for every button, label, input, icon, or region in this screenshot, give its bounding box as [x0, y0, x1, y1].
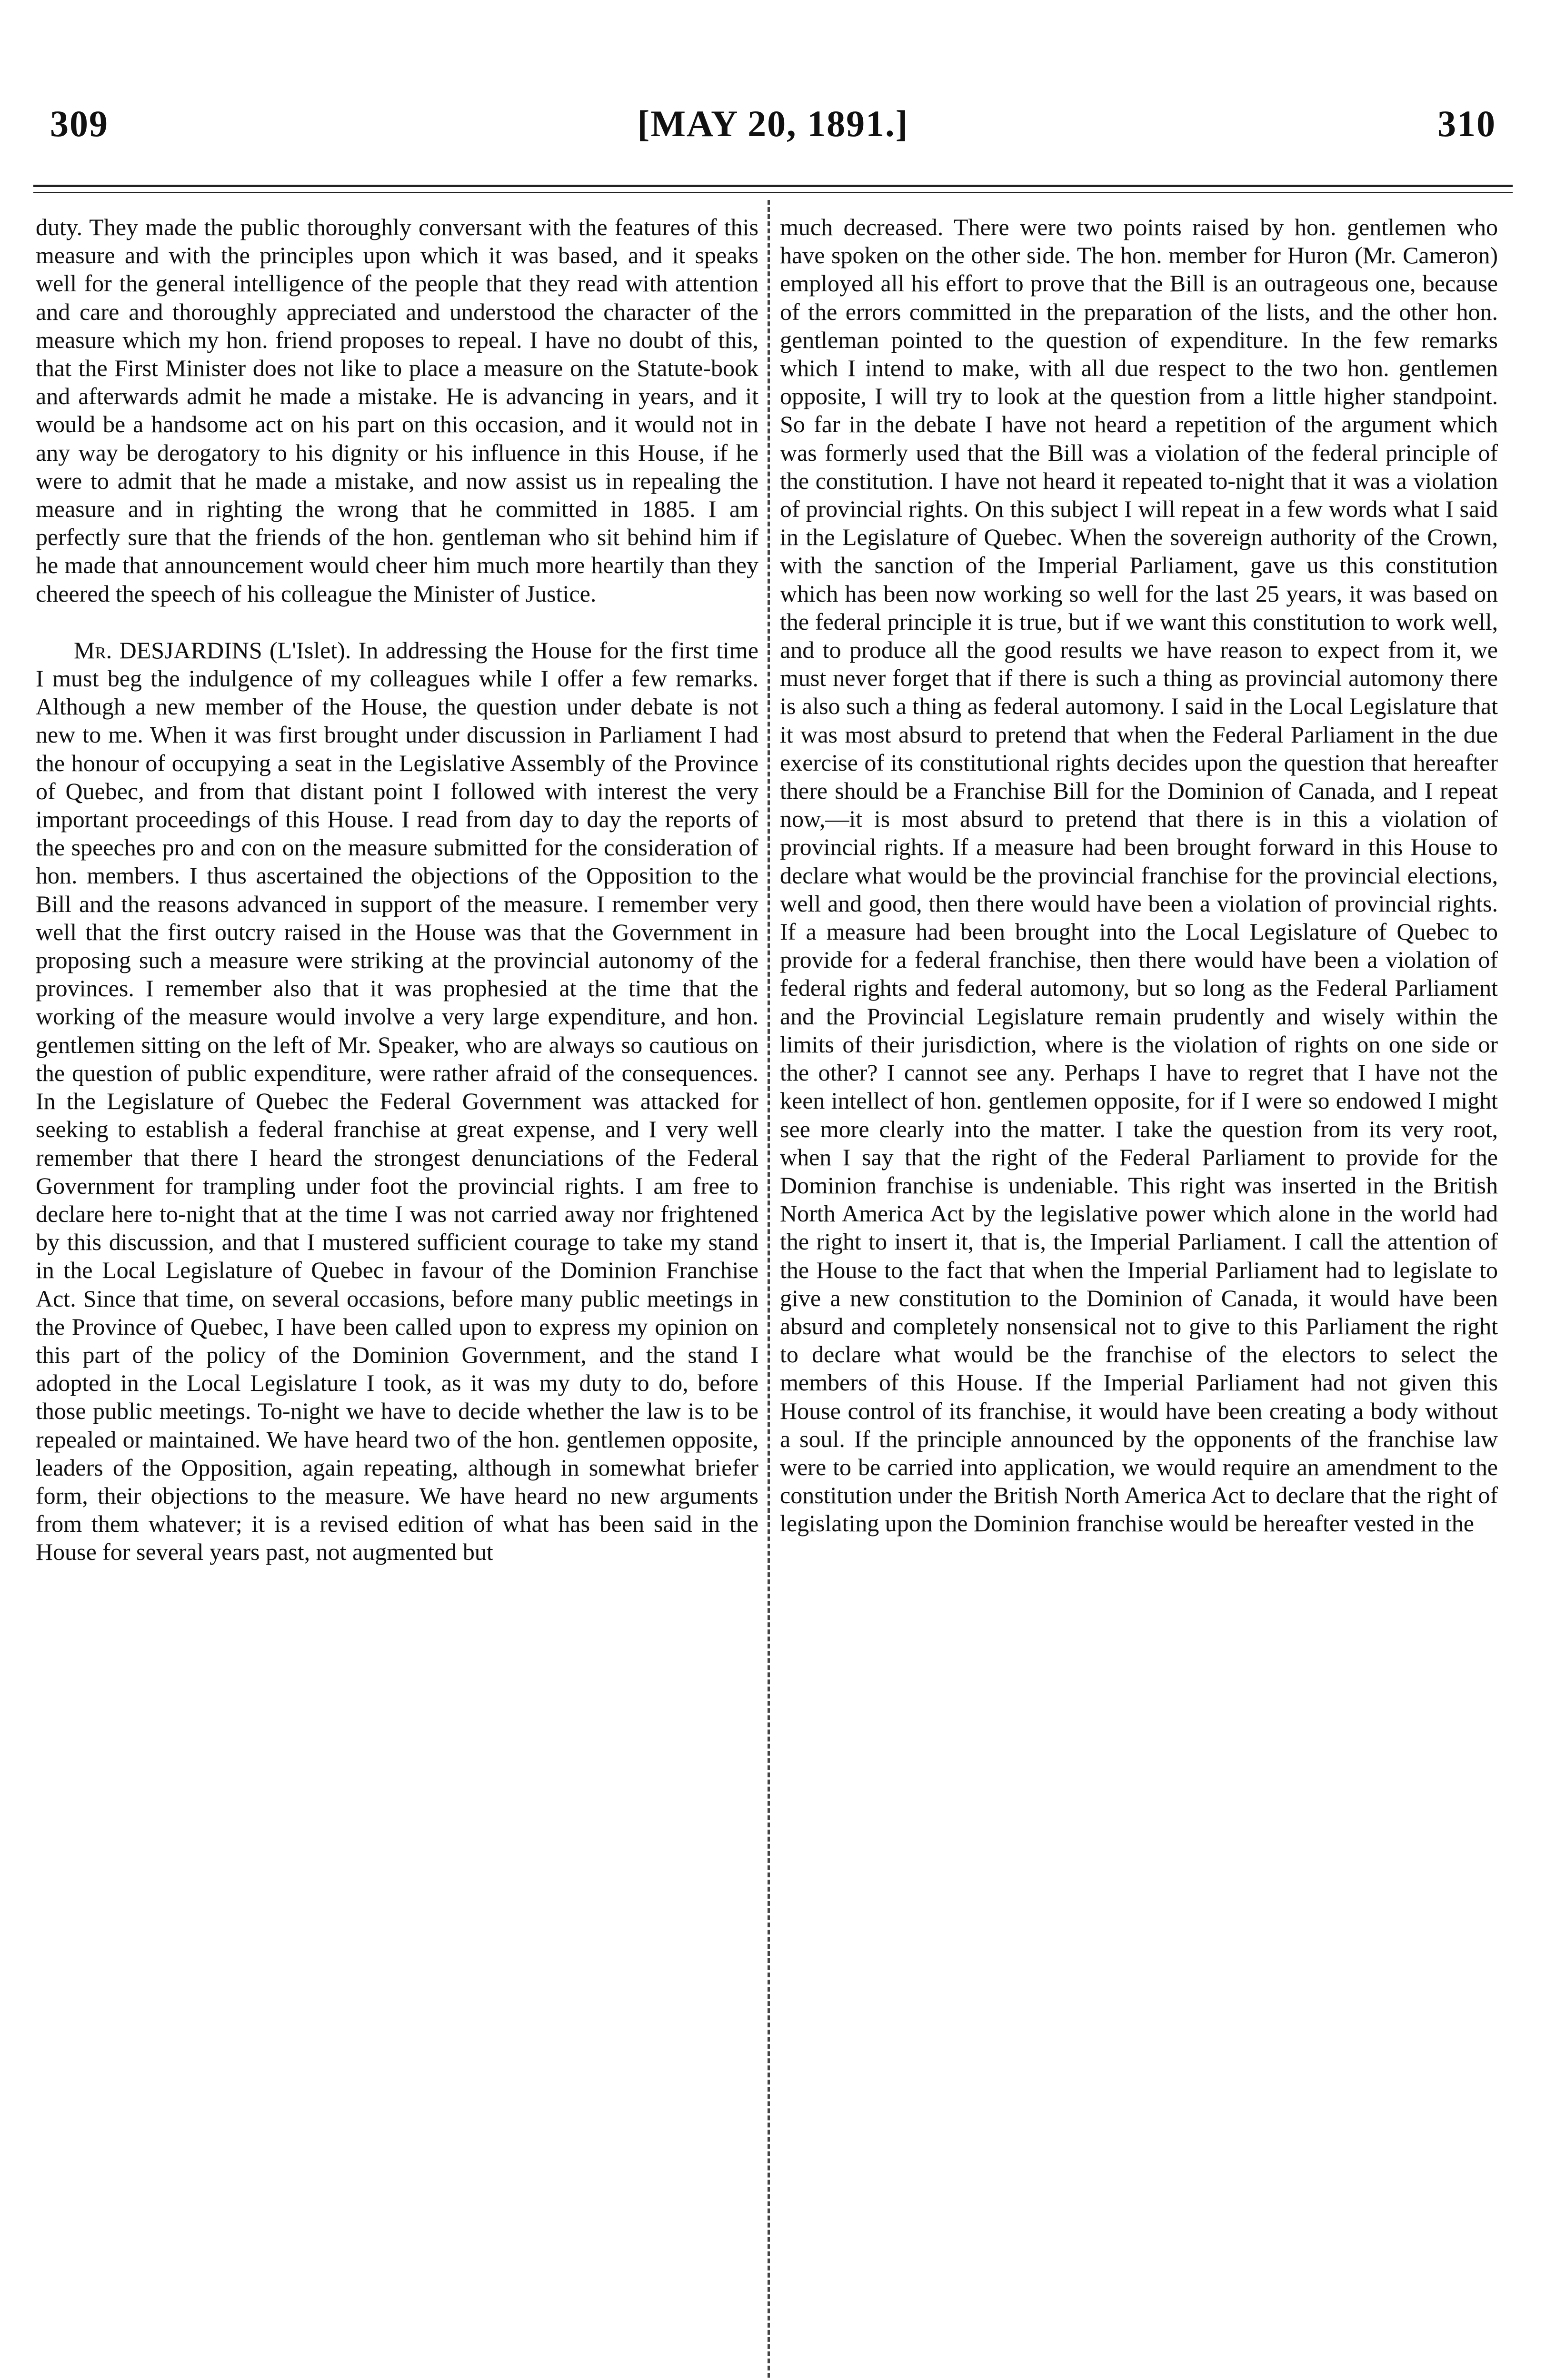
- paragraph-gap: [36, 608, 758, 636]
- speaker-name: Mr. DESJARDINS: [74, 636, 262, 664]
- paragraph-continuation-right: much decreased. There were two points raised by hon. gentlemen who have spoken on the other side. The hon. member for Huron (Mr. Cameron) employed all his effort to prove that the Bill is an outrageous one, because of the errors committed in the preparation of the lists, and the other hon. gentleman pointed to the question of expenditure. In the few remarks which I intend to make, with all due respect to the two hon. gentlemen opposite, I will try to look at the question from a little higher standpoint. So far in the debate I have not heard a repetition of the argument which was formerly used that the Bill was a violation of the federal principle of the constitution. I have not heard it repeated to-night that it was a violation of provincial rights. On this subject I will repeat in a few words what I said in the Legislature of Quebec. When the sovereign authority of the Crown, with the sanction of the Imperial Parliament, gave us this constitution which has been now working so well for the last 25 years, it was based on the federal principle it is true, but if we want this constitution to work well, and to produce all the good results we have reason to expect from it, we must never forget that if there is such a thing as provincial automony there is also such a thing as federal automony. I said in the Local Legislature that it was most absurd to pretend that when the Federal Parliament in the due exercise of its constitutional rights decides upon the question that hereafter there should be a Franchise Bill for the Dominion of Canada, and I repeat now,—it is most absurd to pretend that there is in this a violation of provincial rights. If a measure had been brought forward in this House to declare what would be the provincial franchise for the provincial elections, well and good, then there would have been a violation of provincial rights. If a measure had been brought into the Local Legislature of Quebec to provide for a federal franchise, then there would have been a violation of federal rights and federal automony, but so long as the Federal Parliament and the Provincial Legislature remain prudently and wisely within the limits of their jurisdiction, where is the violation of rights on one side or the other? I cannot see any. Perhaps I have to regret that I have not the keen intellect of hon. gentlemen opposite, for if I were so endowed I might see more clearly into the matter. I take the question from its very root, when I say that the right of the Federal Parliament to provide for the Dominion franchise is undeniable. This right was inserted in the British North America Act by the legislative power which alone in the world had the right to insert it, that is, the Imperial Parliament. I call the attention of the House to the fact that when the Imperial Parliament had to legislate to give a new constitution to the Dominion of Canada, it would have been absurd and completely nonsensical not to give to this Parliament the right to declare what would be the franchise of the electors to select the members of this House. If the Imperial Parliament had not given this House control of its franchise, it would have been creating a body without a soul. If the principle announced by the opponents of the franchise law were to be carried into application, we would require an amendment to the constitution under the British North America Act to declare that the right of legislating upon the Dominion franchise would be hereafter vested in the: [780, 214, 1498, 1537]
- page-date: [MAY 20, 1891.]: [637, 103, 909, 144]
- running-head: [50, 95, 1496, 152]
- header-rule-thin: [33, 192, 1513, 193]
- page-number-right: 310: [1437, 103, 1496, 144]
- page-number-left: 309: [50, 103, 109, 144]
- column-divider: [768, 200, 770, 2380]
- speech-paragraph: [36, 636, 758, 1567]
- header-rule-thick: [33, 185, 1513, 187]
- left-column: [36, 213, 758, 2380]
- speech-text: (L'Islet). In addressing the House for the first time I must beg the indulgence of my colleagues while I offer a few remarks. Although a new member of the House, the question under debate is not new to me. When it was first brought under discussion in Parliament I had the honour of occupying a seat in the Legislative Assembly of the Province of Quebec, and from that distant point I followed with interest the very important proceedings of this House. I read from day to day the reports of the speeches pro and con on the measure submitted for the consideration of hon. members. I thus ascertained the objections of the Opposition to the Bill and the reasons advanced in support of the measure. I remember very well that the first outcry raised in the House was that the Government in proposing such a measure were striking at the provincial autonomy of the provinces. I remember also that it was prophesied at the time that the working of the measure would involve a very large expenditure, and hon. gentlemen sitting on the left of Mr. Speaker, who are always so cautious on the question of public expenditure, were rather afraid of the consequences. In the Legislature of Quebec the Federal Government was attacked for seeking to establish a federal franchise at great expense, and I very well remember that there I heard the strongest denunciations of the Federal Government for trampling under foot the provincial rights. I am free to declare here to-night that at the time I was not carried away nor frightened by this discussion, and that I mustered sufficient courage to take my stand in the Local Legislature of Quebec in favour of the Dominion Franchise Act. Since that time, on several occasions, before many public meetings in the Province of Quebec, I have been called upon to express my opinion on this part of the policy of the Dominion Government, and the stand I adopted in the Local Legislature I took, as it was my duty to do, before those public meetings. To-night we have to decide whether the law is to be repealed or maintained. We have heard two of the hon. gentlemen opposite, leaders of the Opposition, again repeating, although in somewhat briefer form, their objections to the measure. We have heard no new arguments from them whatever; it is a revised edition of what has been said in the House for several years past, not augmented but: [36, 636, 758, 1566]
- paragraph-continuation: duty. They made the public thoroughly conversant with the features of this measure and with the principles upon which it was based, and it speaks well for the general intelligence of the people that they read with attention and care and thoroughly appreciated and understood the character of the measure which my hon. friend proposes to repeal. I have no doubt of this, that the First Minister does not like to place a measure on the Statute-book and afterwards admit he made a mistake. He is advancing in years, and it would be a handsome act on his part on this occasion, and it would not in any way be derogatory to his dignity or his influence in this House, if he were to admit that he made a mistake, and now assist us in repealing the measure and in righting the wrong that he committed in 1885. I am perfectly sure that the friends of the hon. gentleman who sit behind him if he made that announcement would cheer him much more heartily than they cheered the speech of his colleague the Minister of Justice.: [36, 214, 758, 607]
- right-column: [780, 213, 1498, 2380]
